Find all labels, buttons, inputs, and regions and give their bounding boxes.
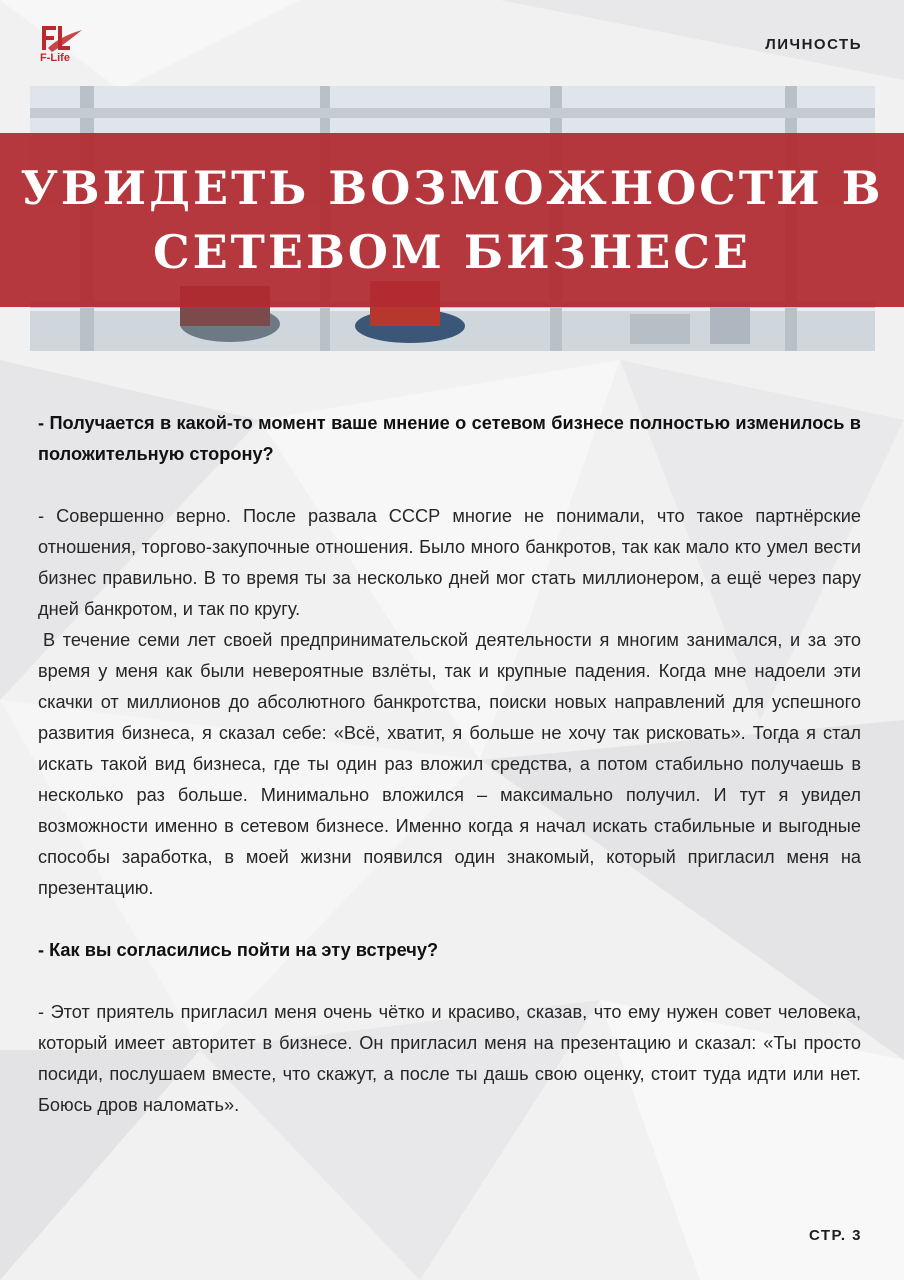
title-banner — [0, 133, 904, 307]
title-line-1: УВИДЕТЬ ВОЗМОЖНОСТИ В — [20, 161, 884, 215]
question-1: - Получается в какой-то момент ваше мнение о сетевом бизнесе полностью изменилось в положительную сторону? — [38, 413, 861, 464]
answer-1-paragraph-1: - Совершенно верно. После развала СССР многие не понимали, что такое партнёрские отношения, торгово-закупочные отношения. Было много банкротов, так как мало кто умел вести бизнес правильно. В то время ты за несколько дней мог стать миллионером, а ещё через пару дней банкротом, и так по кругу. — [38, 506, 861, 619]
logo-text: F-Life — [40, 52, 70, 64]
answer-2: - Этот приятель пригласил меня очень чётко и красиво, сказав, что ему нужен совет человека, который имеет авторитет в бизнесе. Он пригласил меня на презентацию и сказал: «Ты просто посиди, послушаем вместе, что скажут, а после ты дашь свою оценку, стоит туда идти или нет. Боюсь дров наломать». — [38, 1002, 861, 1115]
article-body — [38, 408, 861, 1121]
title-line-2: СЕТЕВОМ БИЗНЕСЕ — [153, 225, 751, 279]
question-2: - Как вы согласились пойти на эту встречу? — [38, 940, 439, 960]
section-label: ЛИЧНОСТЬ — [765, 36, 862, 53]
page-number: СТР. 3 — [808, 1227, 862, 1244]
answer-1-paragraph-2: В течение семи лет своей предпринимательской деятельности я многим занимался, и за это время у меня как были невероятные взлёты, так и крупные падения. Когда мне надоели эти скачки от миллионов до абсолютного банкротства, поиски новых направлений для успешного развития бизнеса, я сказал себе: «Всё, хватит, я больше не хочу так рисковать». Тогда я стал искать такой вид бизнеса, где ты один раз вложил средства, а потом стабильно получаешь в несколько раз больше. Минимально вложился – максимально получил. И тут я увидел возможности именно в сетевом бизнесе. Именно когда я начал искать стабильные и выгодные способы заработка, в моей жизни появился один знакомый, который пригласил меня на презентацию. — [38, 630, 861, 898]
